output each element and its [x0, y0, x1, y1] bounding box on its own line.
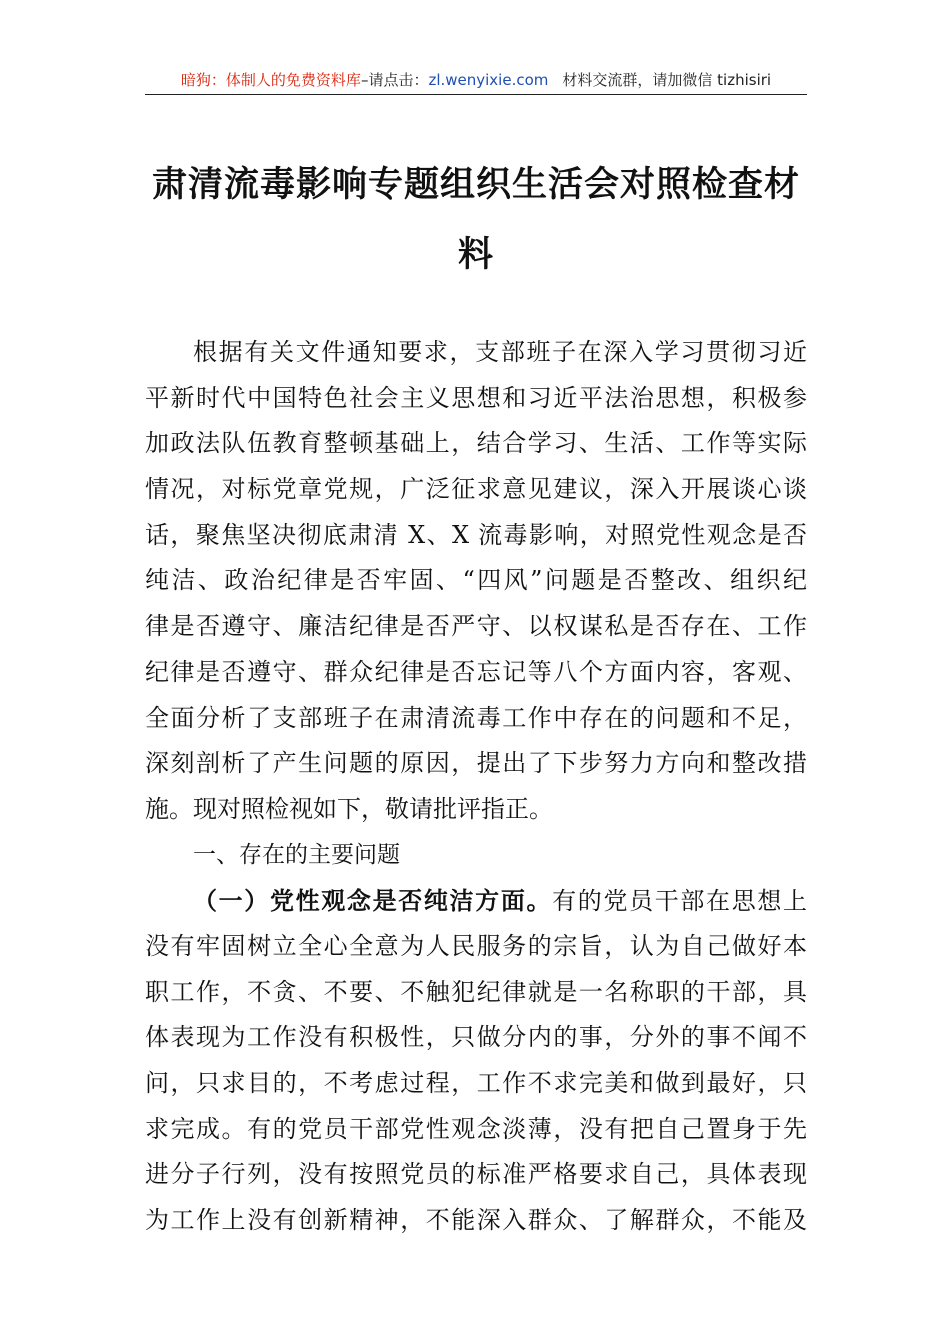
paragraph-line: 职工作，不贪、不要、不触犯纪律就是一名称职的干部，具 — [145, 977, 807, 1006]
paragraph-line: 纪律是否遵守、群众纪律是否忘记等八个方面内容，客观、 — [145, 657, 807, 686]
header-prompt: –请点击： — [360, 71, 429, 89]
paragraph-line: 话，聚焦坚决彻底肃清 X、X 流毒影响，对照党性观念是否 — [145, 520, 807, 549]
paragraph-line: 进分子行列，没有按照党员的标准严格要求自己，具体表现 — [145, 1160, 807, 1189]
paragraph-line: 深刻剖析了产生问题的原因，提出了下步努力方向和整改措 — [145, 749, 807, 778]
header-brand: 暗狗：体制人的免费资料库 — [180, 71, 361, 89]
paragraph-line: 平新时代中国特色社会主义思想和习近平法治思想，积极参 — [145, 383, 807, 412]
paragraph-line: 情况，对标党章党规，广泛征求意见建议，深入开展谈心谈 — [145, 475, 807, 504]
paragraph-line: 没有牢固树立全心全意为人民服务的宗旨，认为自己做好本 — [145, 931, 807, 960]
document-header — [145, 66, 807, 95]
paragraph-line: 纯洁、政治纪律是否牢固、“四风”问题是否整改、组织纪 — [145, 566, 807, 595]
subsection-paragraph — [145, 878, 807, 1244]
document-body — [145, 330, 807, 1244]
paragraph-line — [145, 878, 807, 924]
paragraph-line: 根据有关文件通知要求，支部班子在深入学习贯彻习近 — [193, 338, 807, 366]
paragraph-line: 全面分析了支部班子在肃清流毒工作中存在的问题和不足， — [145, 703, 807, 732]
section-heading: 一、存在的主要问题 — [193, 841, 400, 868]
subsection-text: 有的党员干部在思想上 — [552, 887, 807, 916]
paragraph-line: 体表现为工作没有积极性，只做分内的事，分外的事不闻不 — [145, 1023, 807, 1052]
intro-paragraph — [145, 330, 807, 833]
paragraph-line: 为工作上没有创新精神，不能深入群众、了解群众，不能及 — [145, 1206, 807, 1235]
paragraph-line: 施。现对照检视如下，敬请批评指正。 — [145, 794, 553, 823]
title-line-2: 料 — [457, 234, 494, 275]
header-contact: 材料交流群，请加微信 tizhisiri — [562, 71, 772, 89]
document-title — [145, 150, 807, 290]
paragraph-line: 问，只求目的，不考虑过程，工作不求完美和做到最好，只 — [145, 1069, 807, 1097]
title-line-1: 肃清流毒影响专题组织生活会对照检查材 — [151, 164, 800, 205]
subsection-lead: （一）党性观念是否纯洁方面。 — [193, 886, 553, 916]
paragraph-line: 求完成。有的党员干部党性观念淡薄，没有把自己置身于先 — [145, 1114, 807, 1143]
paragraph-line: 加政法队伍教育整顿基础上，结合学习、生活、工作等实际 — [145, 429, 807, 458]
paragraph-line: 律是否遵守、廉洁纪律是否严守、以权谋私是否存在、工作 — [145, 612, 807, 641]
header-url-link[interactable]: zl.wenyixie.com — [428, 71, 549, 89]
